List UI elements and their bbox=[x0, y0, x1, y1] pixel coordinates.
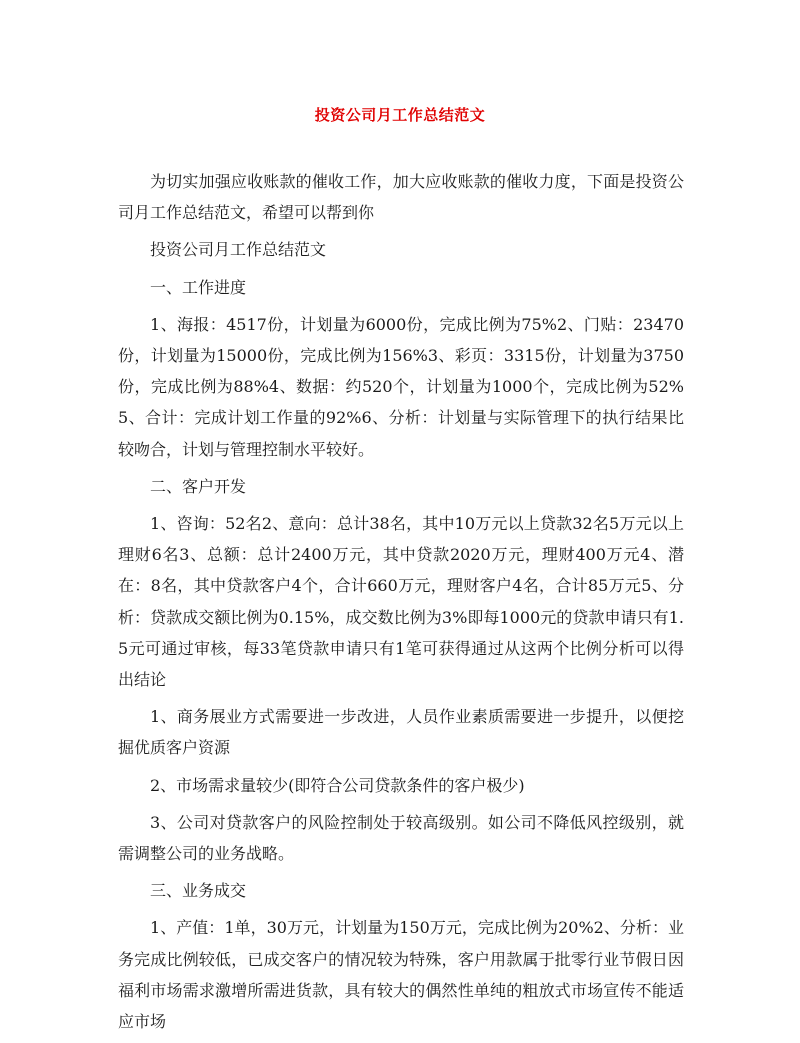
conclusion-item-2: 2、市场需求量较少(即符合公司贷款条件的客户极少) bbox=[150, 775, 525, 795]
conclusion-item-1: 1、商务展业方式需要进一步改进，人员作业素质需要进一步提升，以便挖掘优质客户资源 bbox=[118, 707, 684, 758]
progress-paragraph: 1、海报：4517份，计划量为6000份，完成比例为75%2、门贴：23470份，计划量为15000份，完成比例为156%3、彩页：3315份，计划量为3750份，完成比例为88%4、数据：约520个，计划量为1000个，完成比例为52%5、合计：完成计划工作量的92%6、分析：计划量与实际管理下的执行结果比较吻合，计划与管理控制水平较好。 bbox=[118, 314, 684, 459]
conclusion-item-3: 3、公司对贷款客户的风险控制处于较高级别。如公司不降低风控级别，就需调整公司的业务战略。 bbox=[118, 812, 684, 864]
section-heading-deals: 三、业务成交 bbox=[150, 881, 247, 901]
deals-paragraph: 1、产值：1单，30万元，计划量为150万元，完成比例为20%2、分析：业务完成比例较低，已成交客户的情况较为特殊，客户用款属于批零行业节假日因福利市场需求激增所需进货款，具有较大的偶然性单纯的粗放式市场宣传不能适应市场 bbox=[118, 918, 684, 1032]
section-heading-progress: 一、工作进度 bbox=[150, 277, 247, 297]
document-body bbox=[118, 166, 684, 1043]
clients-paragraph: 1、咨询：52名2、意向：总计38名，其中10万元以上贷款32名5万元以上理财6名3、总额：总计2400万元，其中贷款2020万元，理财400万元4、潜在：8名，其中贷款客户4个，合计660万元，理财客户4名，合计85万元5、分析：贷款成交额比例为0.15%，成交数比例为3%即每1000元的贷款申请只有1.5元可通过审核，每33笔贷款申请只有1笔可获得通过从这两个比例分析可以得出结论 bbox=[118, 514, 684, 690]
intro-paragraph: 为切实加强应收账款的催收工作，加大应收账款的催收力度，下面是投资公司月工作总结范文，希望可以帮到你 bbox=[118, 172, 684, 223]
subtitle-paragraph: 投资公司月工作总结范文 bbox=[150, 240, 327, 260]
section-heading-clients: 二、客户开发 bbox=[150, 476, 247, 496]
document-title: 投资公司月工作总结范文 bbox=[314, 106, 486, 124]
